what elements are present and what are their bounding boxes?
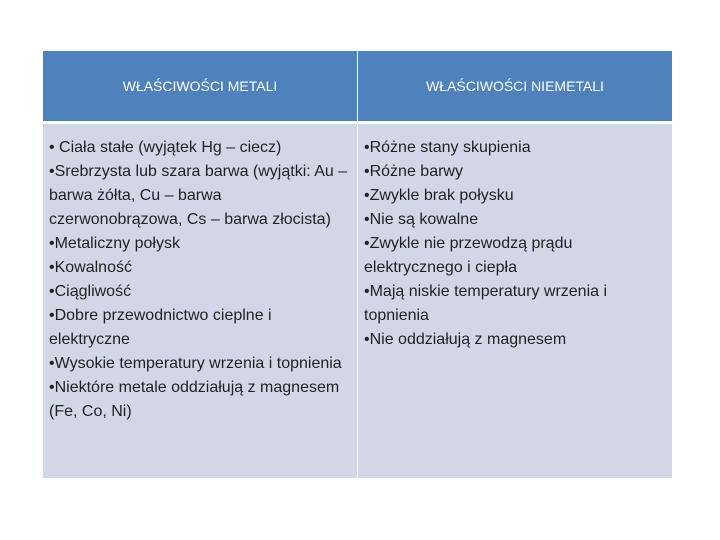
header-nonmetals: WŁAŚCIWOŚCI NIEMETALI: [358, 51, 672, 124]
metals-item: •Metaliczny połysk: [49, 235, 180, 252]
nonmetals-item: •Nie są kowalne: [364, 211, 479, 228]
metals-item: •Wysokie temperatury wrzenia i topnienia: [49, 355, 342, 372]
nonmetals-cell: [358, 124, 672, 478]
nonmetals-item: •Różne stany skupienia: [364, 139, 531, 156]
metals-item: •Kowalność: [49, 259, 132, 276]
nonmetals-item: •Zwykle brak połysku: [364, 187, 514, 204]
properties-table: [43, 51, 672, 478]
nonmetals-item: •Różne barwy: [364, 163, 463, 180]
metals-item: •Niektóre metale oddziałują z magnesem (Fe, Co, Ni): [49, 379, 340, 420]
metals-item: •Srebrzysta lub szara barwa (wyjątki: Au – barwa żółta, Cu – barwa czerwonobrązowa, Cs – barwa złocista): [49, 163, 348, 228]
metals-item: • Ciała stałe (wyjątek Hg – ciecz): [49, 139, 282, 156]
nonmetals-item: •Zwykle nie przewodzą prądu elektrycznego i ciepła: [364, 235, 573, 276]
nonmetals-item: •Mają niskie temperatury wrzenia i topnienia: [364, 283, 608, 324]
metals-item: •Dobre przewodnictwo cieplne i elektryczne: [49, 307, 272, 348]
header-metals: WŁAŚCIWOŚCI METALI: [43, 51, 358, 124]
nonmetals-item: •Nie oddziałują z magnesem: [364, 331, 567, 348]
metals-cell: [43, 124, 358, 478]
metals-item: •Ciągliwość: [49, 283, 132, 300]
